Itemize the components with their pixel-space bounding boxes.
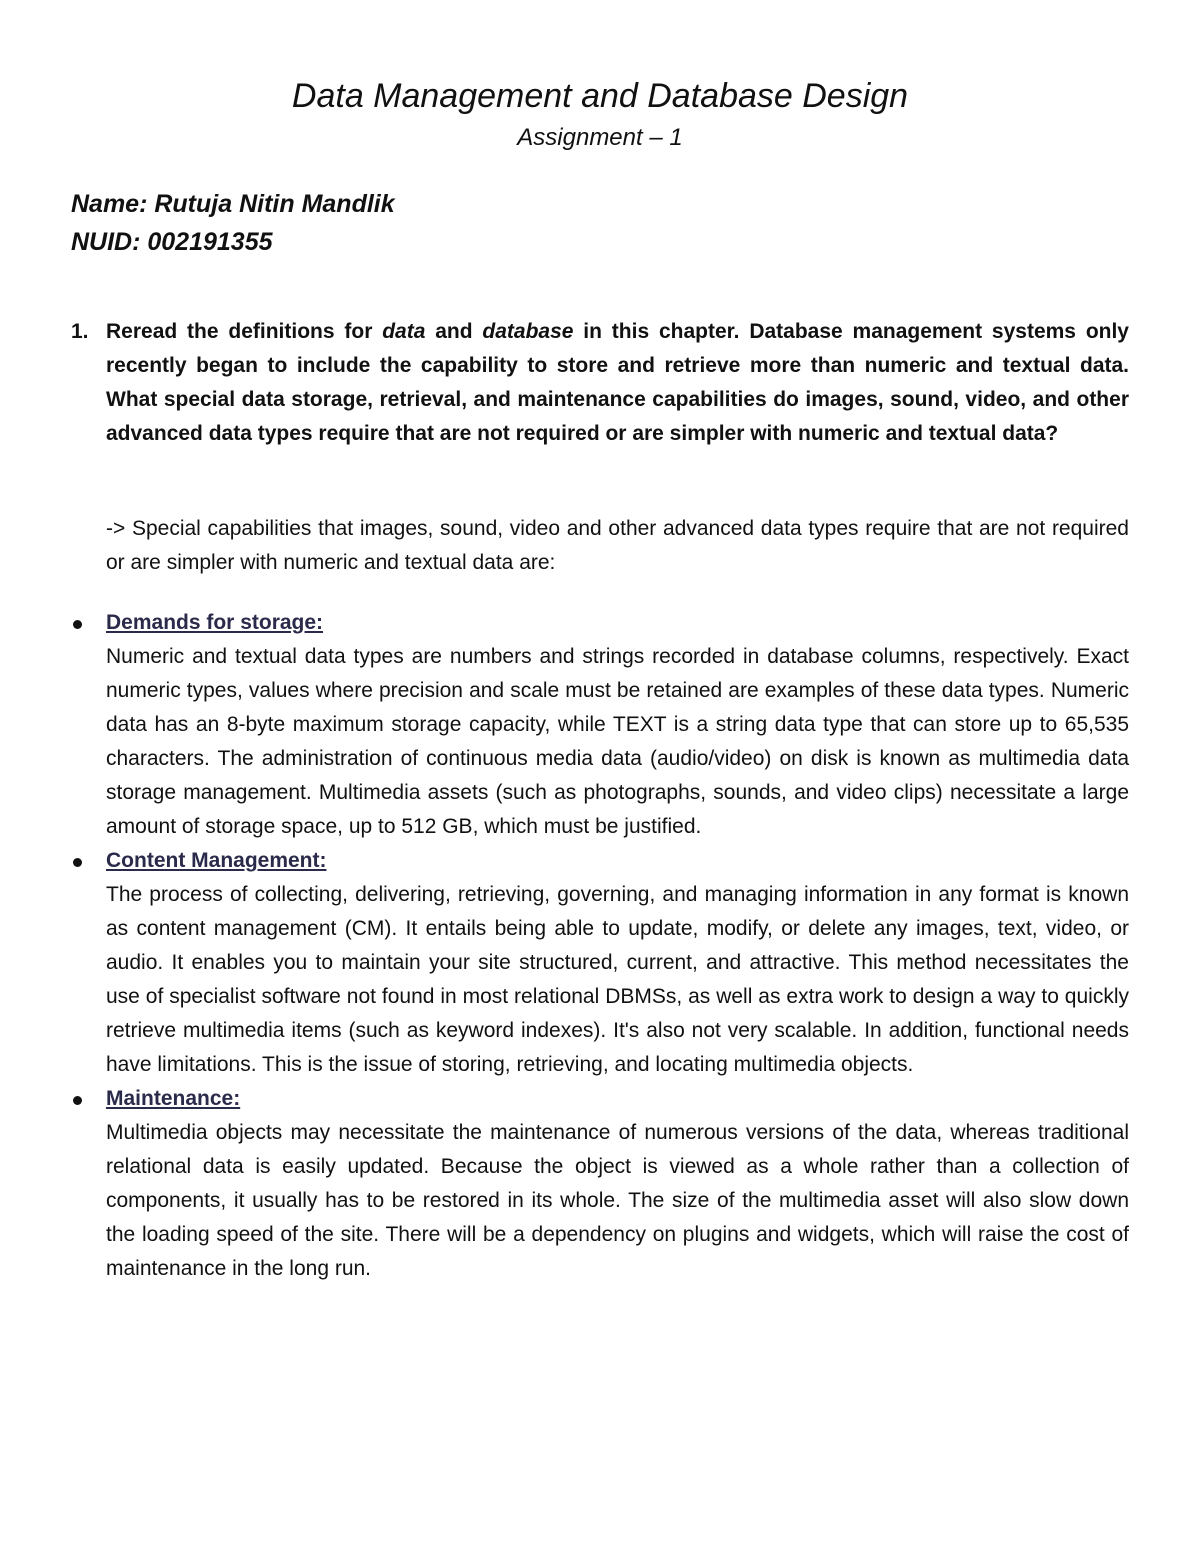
answer-bullet-list — [71, 606, 1129, 1286]
bullet-body: Numeric and textual data types are numbers and strings recorded in database columns, respectively. Exact numeric types, values where precision and scale must be retained are examples of these data types. Numeric data has an 8-byte maximum storage capacity, while TEXT is a string data type that can store up to 65,535 characters. The administration of continuous media data (audio/video) on disk is known as multimedia data storage management. Multimedia assets (such as photographs, sounds, and video clips) necessitate a large amount of storage space, up to 512 GB, which must be justified. — [106, 645, 1129, 838]
bullet-heading: Demands for storage: — [106, 611, 324, 634]
question-text-part3: in this chapter. Database management systems only recently began to include the capability to store and retrieve more than numeric and textual data. What special data storage, retrieval, and maintenance capabilities do images, sound, video, and other advanced data types require that are not required or are simpler with numeric and textual data? — [106, 320, 1129, 445]
document-title: Data Management and Database Design — [291, 77, 909, 115]
question-italic-database: database — [482, 320, 574, 343]
question-1 — [71, 315, 1129, 451]
bullet-icon — [73, 620, 82, 629]
bullet-heading: Content Management: — [106, 849, 327, 872]
question-text-part2: and — [425, 320, 483, 343]
answer-intro: -> Special capabilities that images, sound, video and other advanced data types require that are not required or are simpler with numeric and textual data are: — [106, 517, 1129, 574]
bullet-heading: Maintenance: — [106, 1087, 241, 1110]
bullet-icon — [73, 858, 82, 867]
question-italic-data: data — [382, 320, 426, 343]
bullet-content-management — [71, 844, 1129, 1082]
bullet-body: Multimedia objects may necessitate the maintenance of numerous versions of the data, whereas traditional relational data is easily updated. Because the object is viewed as a whole rather than a collection of components, it usually has to be restored in its whole. The size of the multimedia asset will also slow down the loading speed of the site. There will be a dependency on plugins and widgets, which will raise the cost of maintenance in the long run. — [106, 1121, 1129, 1280]
question-text-part1: Reread the definitions for — [106, 320, 383, 343]
bullet-body: The process of collecting, delivering, retrieving, governing, and managing information in any format is known as content management (CM). It entails being able to update, modify, or delete any images, text, video, or audio. It enables you to maintain your site structured, current, and attractive. This method necessitates the use of specialist software not found in most relational DBMSs, as well as extra work to design a way to quickly retrieve multimedia items (such as keyword indexes). It's also not very scalable. In addition, functional needs have limitations. This is the issue of storing, retrieving, and locating multimedia objects. — [106, 883, 1129, 1076]
question-number: 1. — [71, 320, 89, 343]
question-text — [106, 315, 1129, 451]
student-nuid: NUID: 002191355 — [71, 228, 273, 256]
bullet-icon — [73, 1096, 82, 1105]
bullet-maintenance — [71, 1082, 1129, 1286]
document-subtitle: Assignment – 1 — [517, 124, 683, 151]
student-name: Name: Rutuja Nitin Mandlik — [71, 190, 395, 218]
bullet-storage — [71, 606, 1129, 844]
